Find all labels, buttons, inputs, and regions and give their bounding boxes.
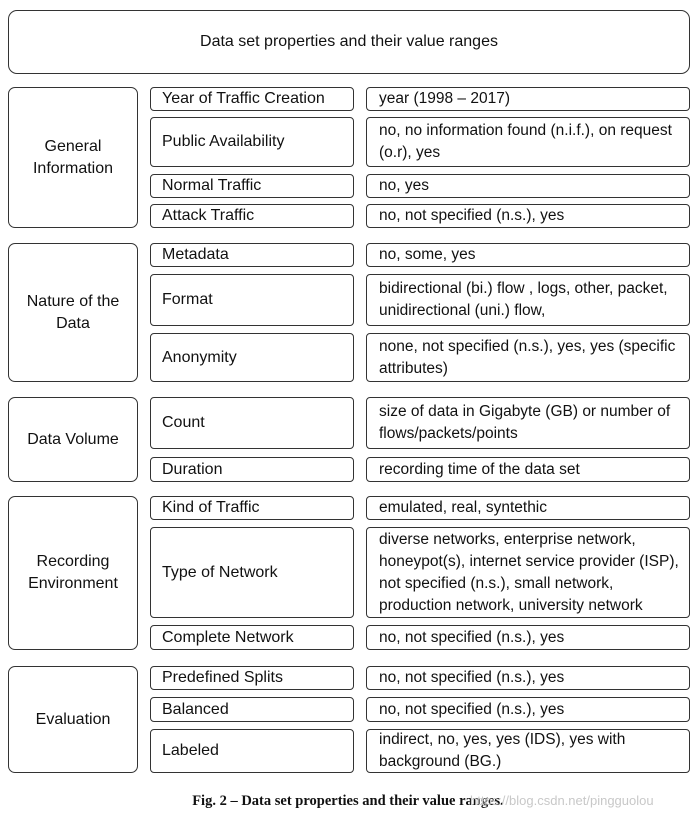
property-cell (150, 625, 354, 650)
value-cell (366, 625, 690, 650)
group-label: General Information (32, 137, 114, 177)
value-label: recording time of the data set (379, 460, 580, 478)
diagram-title (8, 10, 690, 74)
property-label: Anonymity (162, 348, 237, 366)
value-label: emulated, real, syntethic (379, 499, 548, 516)
value-label: no, not specified (n.s.), yes (379, 700, 565, 718)
watermark: https://blog.csdn.net/pingguolou (470, 793, 654, 808)
value-label: year (1998 – 2017) (379, 90, 510, 107)
property-label: Predefined Splits (162, 669, 283, 686)
property-cell (150, 174, 354, 198)
property-cell (150, 117, 354, 167)
value-label: indirect, no, yes, yes (IDS), yes with background (BG.) (379, 731, 626, 770)
group-evaluation (8, 666, 138, 773)
group-label: Evaluation (35, 710, 111, 728)
property-label: Type of Network (162, 563, 278, 581)
value-cell (366, 666, 690, 690)
value-label: bidirectional (bi.) flow , logs, other, packet, unidirectional (uni.) flow, (379, 280, 668, 319)
group-recording-environment (8, 496, 138, 650)
value-cell (366, 204, 690, 228)
value-cell (366, 496, 690, 520)
value-cell (366, 243, 690, 267)
property-cell (150, 333, 354, 382)
property-label: Count (162, 414, 205, 431)
value-label: size of data in Gigabyte (GB) or number of flows/packets/points (379, 403, 671, 442)
value-cell (366, 174, 690, 198)
property-label: Attack Traffic (162, 207, 255, 224)
value-label: no, yes (379, 177, 429, 194)
property-cell (150, 397, 354, 449)
property-cell (150, 274, 354, 326)
value-cell (366, 274, 690, 326)
group-nature-of-data (8, 243, 138, 382)
value-cell (366, 527, 690, 618)
group-label: Recording Environment (28, 553, 118, 592)
property-label: Normal Traffic (162, 177, 262, 194)
property-label: Public Availability (162, 133, 285, 150)
property-cell (150, 457, 354, 482)
property-label: Balanced (162, 700, 229, 718)
property-label: Labeled (162, 742, 219, 759)
group-data-volume (8, 397, 138, 482)
value-label: no, no information found (n.i.f.), on request (o.r), yes (379, 122, 672, 161)
value-cell (366, 457, 690, 482)
group-label: Data Volume (27, 430, 119, 448)
property-cell (150, 729, 354, 773)
figure-caption: Fig. 2 – Data set properties and their value ranges. (192, 793, 504, 809)
value-label: no, not specified (n.s.), yes (379, 669, 565, 686)
property-cell (150, 243, 354, 267)
property-label: Duration (162, 460, 223, 478)
property-label: Kind of Traffic (162, 499, 260, 516)
property-cell (150, 204, 354, 228)
property-label: Metadata (162, 246, 229, 263)
value-cell (366, 117, 690, 167)
value-label: none, not specified (n.s.), yes, yes (specific attributes) (379, 337, 676, 377)
value-label: diverse networks, enterprise network, honeypot(s), internet service provider (ISP), not specified (n.s.), small network, production network, university network (379, 530, 679, 614)
value-cell (366, 333, 690, 382)
value-cell (366, 397, 690, 449)
value-label: no, not specified (n.s.), yes (379, 628, 565, 646)
value-cell (366, 87, 690, 111)
property-cell (150, 697, 354, 722)
property-cell (150, 496, 354, 520)
group-general-information (8, 87, 138, 228)
property-cell (150, 527, 354, 618)
group-label: Nature of the Data (26, 292, 120, 332)
property-cell (150, 666, 354, 690)
value-label: no, some, yes (379, 246, 476, 263)
value-label: no, not specified (n.s.), yes (379, 207, 565, 224)
diagram-title-text: Data set properties and their value ranges (200, 33, 498, 50)
value-cell (366, 729, 690, 773)
property-label: Complete Network (162, 628, 294, 646)
property-label: Format (162, 291, 213, 308)
property-label: Year of Traffic Creation (162, 90, 325, 107)
value-cell (366, 697, 690, 722)
property-cell (150, 87, 354, 111)
